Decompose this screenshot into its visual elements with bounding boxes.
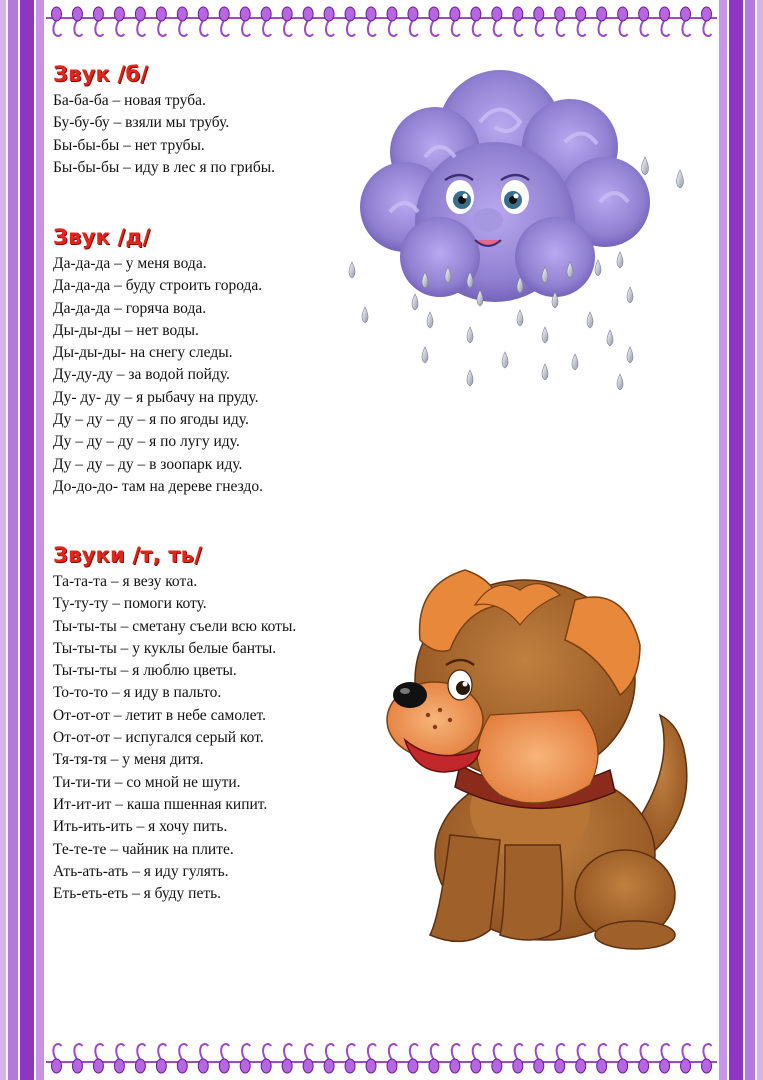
top-bead-border	[46, 0, 717, 48]
section-heading: Звук /д/	[53, 225, 151, 249]
frame-right-outer	[757, 0, 763, 1080]
poem-line: Ды-ды-ды – нет воды.	[53, 321, 199, 339]
poem-line: До-до-до- там на дереве гнездо.	[53, 477, 263, 495]
poem-line: Ать-ать-ать – я иду гулять.	[53, 862, 229, 880]
poem-line: Ду – ду – ду – я по ягоды иду.	[53, 411, 249, 429]
poem-line: Та-та-та – я везу кота.	[53, 573, 198, 590]
frame-left-main	[20, 0, 34, 1080]
section-heading: Звуки /т, ть/	[53, 543, 203, 567]
poem-line: Ды-ды-ды- на снегу следы.	[53, 344, 233, 362]
frame-right-middle	[745, 0, 755, 1080]
poem-line: Да-да-да – горяча вода.	[53, 299, 207, 317]
poem-line: Те-те-те – чайник на плите.	[53, 840, 234, 858]
frame-left-inner	[36, 0, 44, 1080]
poem-line: Да-да-да – у меня вода.	[53, 255, 207, 272]
poem-line: Бу-бу-бу – взяли мы трубу.	[53, 114, 230, 132]
poem-line: Ду- ду- ду – я рыбачу на пруду.	[53, 388, 259, 406]
frame-left-outer	[0, 0, 6, 1080]
section-sound-b	[53, 62, 275, 179]
poem-line: Ба-ба-ба – новая труба.	[53, 92, 206, 109]
poem-line: Ти-ти-ти – со мной не шути.	[53, 773, 241, 791]
puppy-icon	[380, 565, 710, 960]
section-heading: Звук /б/	[53, 62, 149, 86]
section-sound-t	[53, 543, 296, 905]
poem-line: Тя-тя-тя – у меня дитя.	[53, 751, 204, 769]
frame-right-inner	[719, 0, 727, 1080]
poem-line: Бы-бы-бы – иду в лес я по грибы.	[53, 158, 275, 176]
poem-line: От-от-от – летит в небе самолет.	[53, 706, 266, 724]
poem-line: Да-да-да – буду строить города.	[53, 277, 263, 295]
poem-line: Еть-еть-еть – я буду петь.	[53, 885, 222, 903]
poem-line: Ты-ты-ты – я люблю цветы.	[53, 662, 237, 680]
poem-line: Ду – ду – ду – я по лугу иду.	[53, 433, 240, 451]
poem-line: Бы-бы-бы – нет трубы.	[53, 136, 205, 154]
poem-line: Ту-ту-ту – помоги коту.	[53, 595, 207, 613]
poem-line: Ить-ить-ить – я хочу пить.	[53, 818, 228, 836]
poem-line: Ты-ты-ты – у куклы белые банты.	[53, 639, 277, 657]
frame-right-main	[729, 0, 743, 1080]
frame-left-middle	[8, 0, 18, 1080]
section-sound-d	[53, 225, 263, 498]
poem-line: Ду-ду-ду – за водой пойду.	[53, 366, 230, 384]
bottom-bead-border	[46, 1032, 717, 1080]
poem-line: Ты-ты-ты – сметану съели всю коты.	[53, 617, 297, 635]
poem-line: То-то-то – я иду в пальто.	[53, 684, 222, 702]
rain-cloud-icon	[330, 62, 700, 402]
poem-line: Ду – ду – ду – в зоопарк иду.	[53, 455, 243, 473]
poem-line: Ит-ит-ит – каша пшенная кипит.	[53, 795, 268, 813]
poem-line: От-от-от – испугался серый кот.	[53, 729, 264, 747]
